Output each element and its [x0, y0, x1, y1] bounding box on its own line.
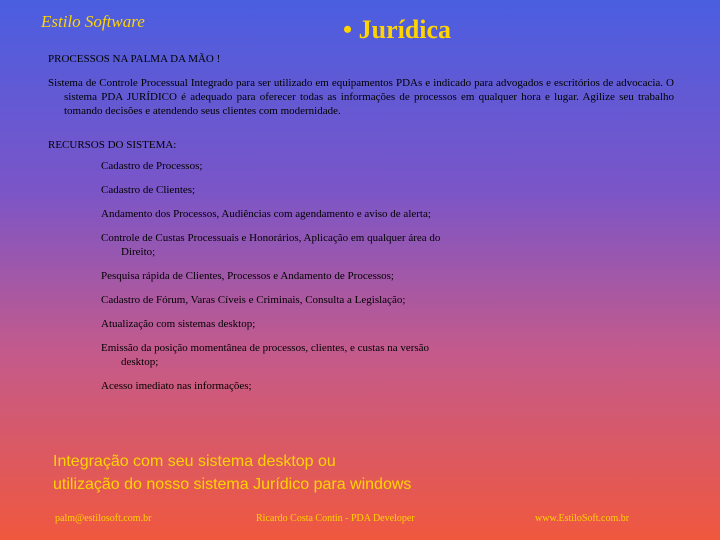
- feature-item: Cadastro de Fórum, Varas Cíveis e Criminais, Consulta a Legislação;: [101, 294, 406, 306]
- footer-email: palm@estilosoft.com.br: [55, 513, 152, 524]
- feature-item: Cadastro de Processos;: [101, 160, 203, 172]
- feature-item: Emissão da posição momentânea de processos, clientes, e custas na versão desktop;: [101, 342, 430, 368]
- feature-item: Cadastro de Clientes;: [101, 184, 196, 196]
- feature-item: Pesquisa rápida de Clientes, Processos e Andamento de Processos;: [101, 270, 394, 282]
- section-heading: PROCESSOS NA PALMA DA MÃO !: [48, 53, 221, 65]
- intro-paragraph: Sistema de Controle Processual Integrado para ser utilizado em equipamentos PDAs e indicado para advogados e escritórios de advocacia. O sistema PDA JURÍDICO é adequado para oferecer todas as informações de processos em qualquer hora e lugar. Agilize seu trabalho tomando decisões e atendendo seus clientes com modernidade.: [48, 77, 674, 117]
- promo-line: utilização do nosso sistema Jurídico para windows: [53, 476, 412, 493]
- footer-website: www.EstiloSoft.com.br: [535, 513, 630, 524]
- resources-title: RECURSOS DO SISTEMA:: [48, 139, 177, 151]
- feature-item: Controle de Custas Processuais e Honorários, Aplicação em qualquer área do Direito;: [101, 232, 441, 258]
- feature-item: Atualização com sistemas desktop;: [101, 318, 256, 330]
- footer-author: Ricardo Costa Contin - PDA Developer: [256, 513, 415, 524]
- promo-line: Integração com seu sistema desktop ou: [53, 453, 336, 470]
- promo-text: [53, 450, 411, 496]
- brand-name: Estilo Software: [41, 12, 145, 31]
- feature-item: Andamento dos Processos, Audiências com agendamento e aviso de alerta;: [101, 208, 431, 220]
- main-content: [48, 52, 674, 403]
- slide-title: • Jurídica: [343, 15, 452, 44]
- feature-item: Acesso imediato nas informações;: [101, 380, 252, 392]
- features-list: [48, 159, 456, 393]
